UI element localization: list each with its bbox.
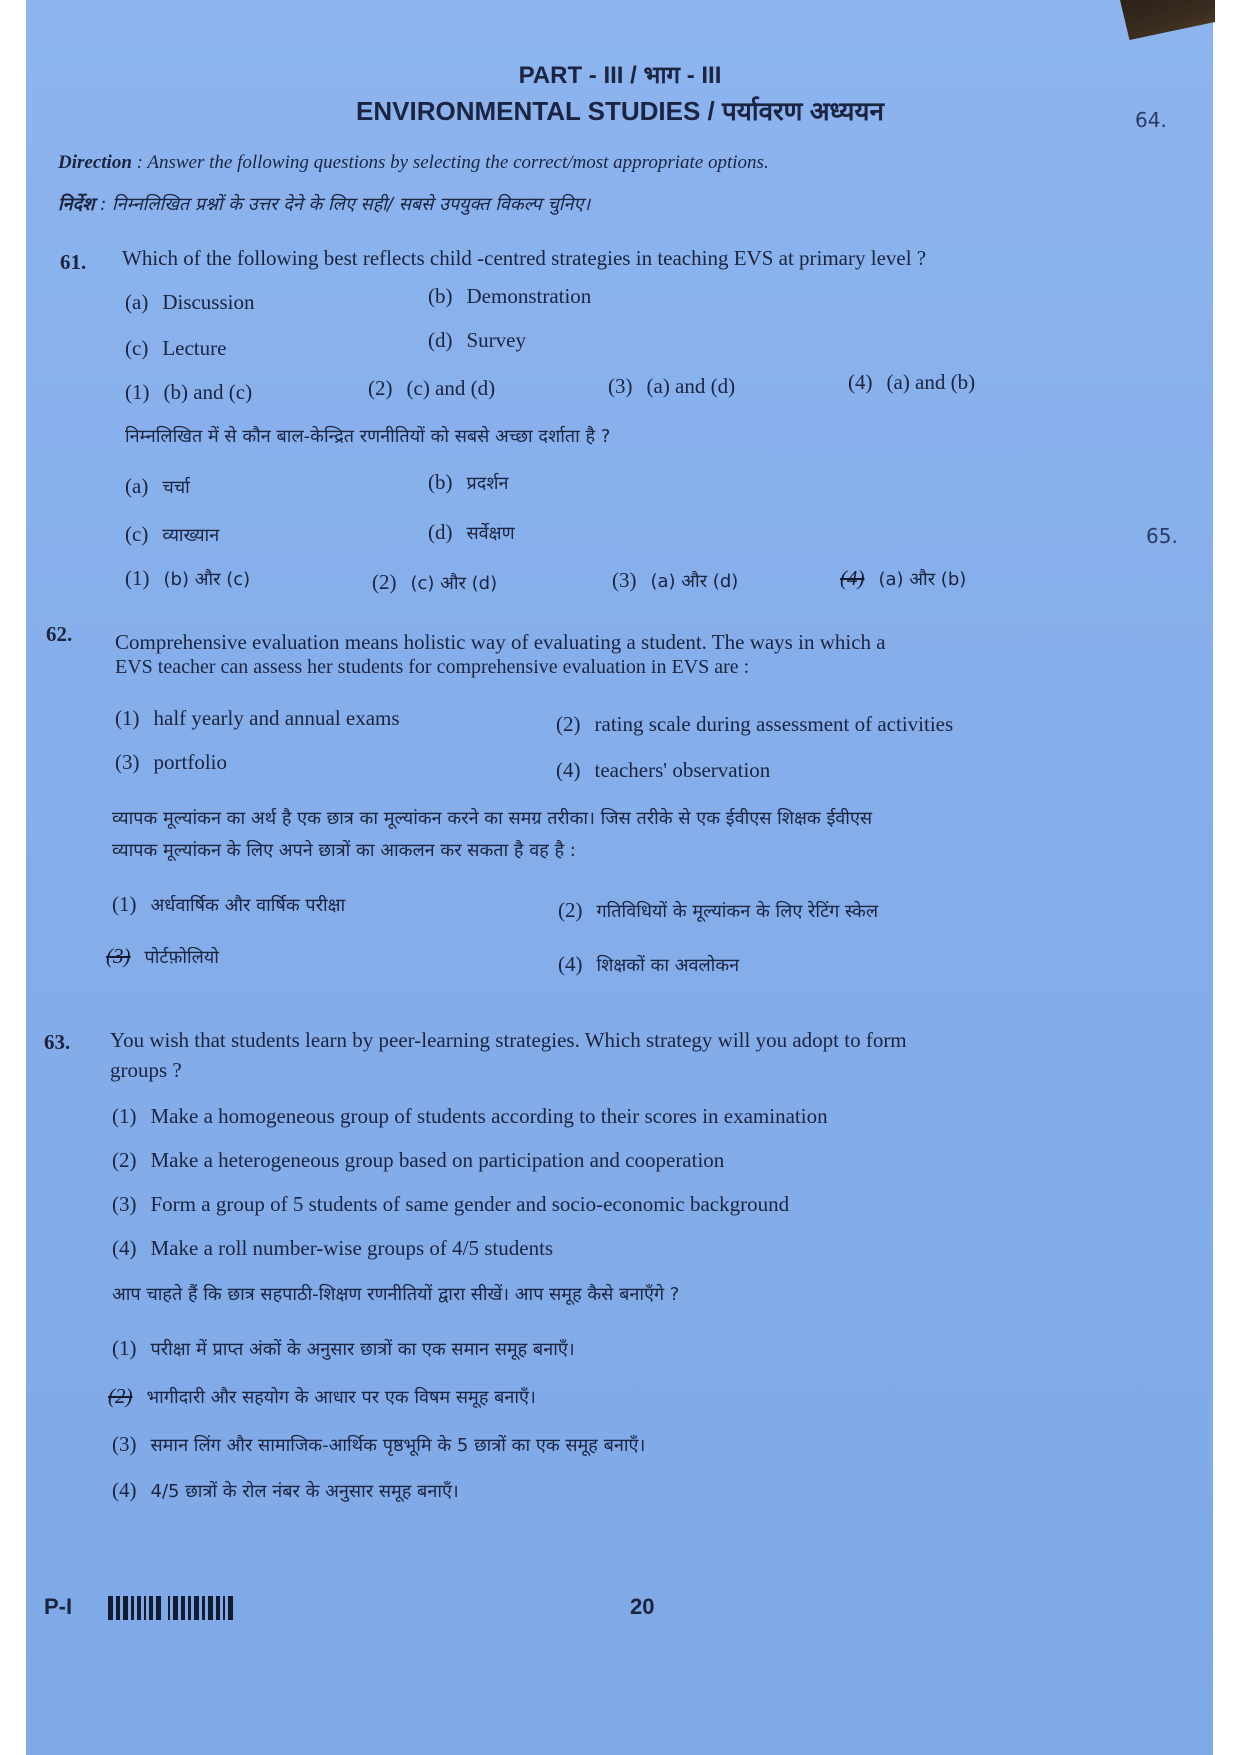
question-number: 63. [44, 1030, 71, 1054]
question-text-hi-line2: व्यापक मूल्यांकन के लिए अपने छात्रों का आकलन कर सकता है वह है : [112, 840, 576, 861]
item-d-hi[interactable]: (d) सर्वेक्षण [428, 520, 515, 544]
item-b[interactable]: (b) Demonstration [428, 284, 592, 308]
option-2-hi[interactable]: (2) गतिविधियों के मूल्यांकन के लिए रेटिंग स्केल [558, 898, 879, 922]
question-text-en: Which of the following best reflects child -centred strategies in teaching EVS at primary level ? [122, 246, 927, 270]
option-3-hi[interactable]: (3) समान लिंग और सामाजिक-आर्थिक पृष्ठभूमि के 5 छात्रों का एक समूह बनाएँ। [112, 1432, 646, 1456]
direction-hindi [58, 192, 590, 216]
question-text-hi: निम्नलिखित में से कौन बाल-केन्द्रित रणनीतियों को सबसे अच्छा दर्शाता है ? [125, 426, 611, 447]
option-1[interactable]: (1) Make a homogeneous group of students according to their scores in examination [112, 1104, 828, 1128]
option-3[interactable]: (3) Form a group of 5 students of same gender and socio-economic background [112, 1192, 790, 1216]
option-1[interactable]: (1) (b) and (c) [125, 380, 253, 404]
option-2-hi-marked[interactable]: (2) भागीदारी और सहयोग के आधार पर एक विषम समूह बनाएँ। [108, 1384, 536, 1408]
item-a-hi[interactable]: (a) चर्चा [125, 474, 190, 498]
option-2[interactable]: (2) Make a heterogeneous group based on participation and cooperation [112, 1148, 725, 1172]
question-text-hi: आप चाहते हैं कि छात्र सहपाठी-शिक्षण रणनीतियों द्वारा सीखें। आप समूह कैसे बनाएँगे ? [112, 1284, 680, 1305]
item-d[interactable]: (d) Survey [428, 328, 526, 352]
item-c-hi[interactable]: (c) व्याख्यान [125, 522, 220, 546]
option-1-hi[interactable]: (1) अर्धवार्षिक और वार्षिक परीक्षा [112, 892, 346, 916]
page-number: 20 [630, 1594, 655, 1619]
margin-number-64: 64. [1135, 108, 1167, 132]
option-3[interactable]: (3) portfolio [115, 750, 227, 774]
question-text-en-line2: groups ? [110, 1058, 182, 1082]
question-text-hi-line1: व्यापक मूल्यांकन का अर्थ है एक छात्र का मूल्यांकन करने का समग्र तरीका। जिस तरीके से एक ईवीएस शिक्षक ईवीएस [112, 808, 873, 829]
part-heading: PART - III / भाग - III [518, 62, 722, 89]
question-number: 62. [46, 622, 73, 646]
barcode-icon [108, 1596, 233, 1620]
option-4[interactable]: (4) (a) and (b) [848, 370, 976, 394]
pen-mark-icon: (3) [106, 944, 131, 968]
direction-hindi-text: : निम्नलिखित प्रश्नों के उत्तर देने के लिए सही/ सबसे उपयुक्त विकल्प चुनिए। [100, 194, 591, 215]
margin-number-65: 65. [1146, 524, 1178, 548]
option-3-hi-marked[interactable]: (3) पोर्टफ़ोलियो [106, 944, 219, 968]
option-4-hi[interactable]: (4) 4/5 छात्रों के रोल नंबर के अनुसार समूह बनाएँ। [112, 1478, 459, 1502]
question-text-en-line1: You wish that students learn by peer-learning strategies. Which strategy will you adopt to form [110, 1028, 907, 1052]
direction-hindi-label: निर्देश [58, 194, 95, 215]
direction-label: Direction [58, 152, 132, 173]
option-1[interactable]: (1) half yearly and annual exams [115, 706, 400, 730]
option-4[interactable]: (4) teachers' observation [556, 758, 771, 782]
item-c[interactable]: (c) Lecture [125, 336, 227, 360]
option-4[interactable]: (4) Make a roll number-wise groups of 4/5 students [112, 1236, 554, 1260]
option-2-hi[interactable]: (2) (c) और (d) [372, 570, 498, 594]
option-2[interactable]: (2) rating scale during assessment of activities [556, 712, 954, 736]
question-text-en-line1: Comprehensive evaluation means holistic way of evaluating a student. The ways in which a [115, 630, 886, 654]
question-text-en-line2: EVS teacher can assess her students for comprehensive evaluation in EVS are : [115, 656, 750, 678]
pen-mark-icon: (2) [108, 1384, 133, 1408]
option-1-hi[interactable]: (1) परीक्षा में प्राप्त अंकों के अनुसार छात्रों का एक समान समूह बनाएँ। [112, 1336, 575, 1360]
pen-mark-icon: (4) [840, 566, 865, 590]
option-3-hi[interactable]: (3) (a) और (d) [612, 568, 739, 592]
section-heading: ENVIRONMENTAL STUDIES / पर्यावरण अध्ययन [356, 96, 884, 126]
option-4-hi[interactable]: (4) शिक्षकों का अवलोकन [558, 952, 740, 976]
option-3[interactable]: (3) (a) and (d) [608, 374, 736, 398]
direction-text: : Answer the following questions by selecting the correct/most appropriate options. [136, 152, 769, 173]
option-2[interactable]: (2) (c) and (d) [368, 376, 496, 400]
option-1-hi[interactable]: (1) (b) और (c) [125, 566, 251, 590]
item-a[interactable]: (a) Discussion [125, 290, 255, 314]
direction-english [58, 152, 769, 174]
option-4-hi-marked[interactable]: (4) (a) और (b) [840, 566, 967, 590]
item-b-hi[interactable]: (b) प्रदर्शन [428, 470, 509, 494]
paper-code: P-I [44, 1594, 73, 1619]
question-number: 61. [60, 250, 87, 274]
